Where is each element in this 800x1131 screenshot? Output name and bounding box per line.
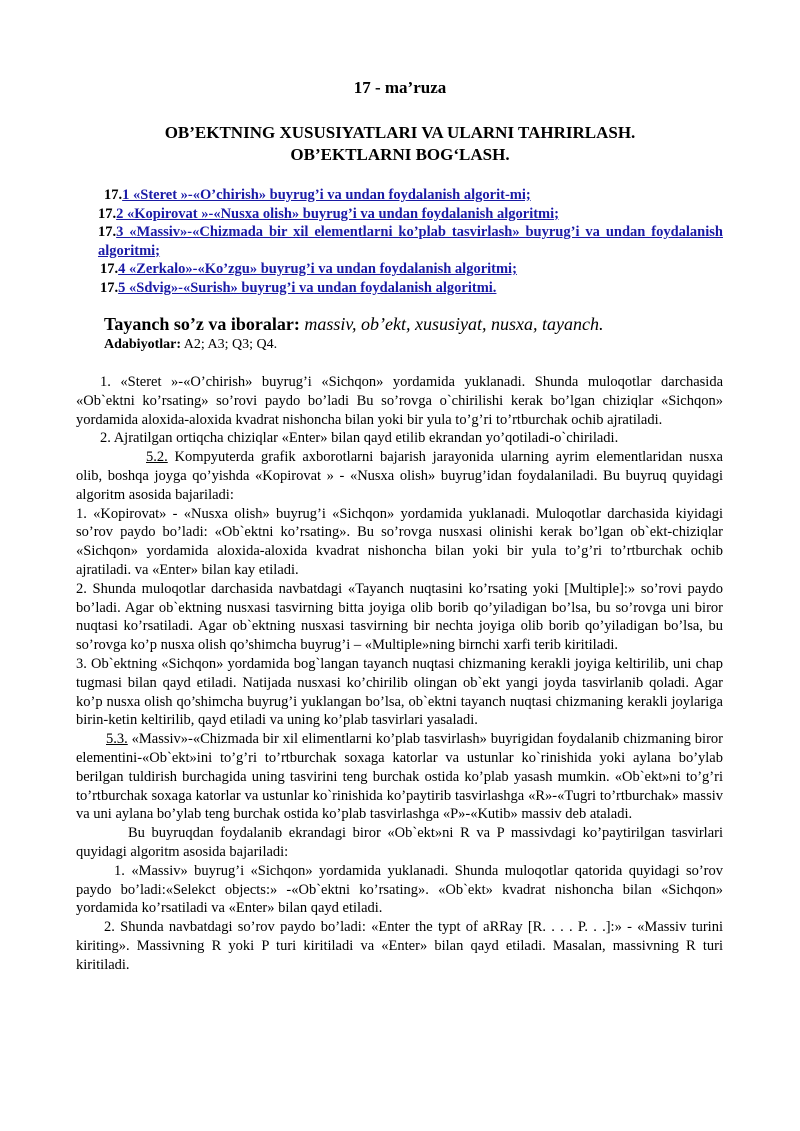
- paragraph: Bu buyruqdan foydalanib ekrandagi biror «Ob`ekt»ni R va P massivdagi ko’paytirilgan tasvirlari quyidagi algoritm asosida bajariladi:: [76, 825, 723, 860]
- toc-item-number: 17.: [104, 187, 123, 203]
- toc-item-number: 17.: [100, 261, 119, 277]
- toc-link[interactable]: 2 «Kopirovat »-«Nusxa olish» buyrug’i va undan foydalanish algoritmi;: [116, 205, 559, 222]
- section-number: 5.3.: [106, 731, 128, 748]
- lecture-title: 17 - ma’ruza: [353, 78, 447, 97]
- toc-item-number: 17.: [98, 224, 117, 240]
- toc-link[interactable]: 1 «Steret »-«O’chirish» buyrug’i va undan foydalanish algorit-mi;: [122, 187, 531, 203]
- table-of-contents: [76, 186, 723, 297]
- paragraph: 1. «Kopirovat» - «Nusxa olish» buyrug’i «Sichqon» yordamida yuklanadi. Muloqotlar darchasida kiyidagi so’rov paydo bo’ladi: «Ob`ektni ko’rsating». Bu so’rovga nusxasi olinishi kerak bo’lgan ob`ekt-chiziqlar «Sichqon» yordamida aloxida-aloxida kvadrat nishoncha bilan yoki bir yula to’g’ri to’rtburchak ochib ajratiladi. va «Enter» bilan kay etiladi.: [76, 505, 723, 578]
- keywords: [104, 314, 744, 335]
- lecture-heading: [60, 122, 740, 166]
- keywords-text: massiv, ob’ekt, xususiyat, nusxa, tayanch.: [299, 314, 604, 334]
- toc-item: [76, 205, 723, 224]
- toc-link[interactable]: 3 «Massiv»-«Chizmada bir xil elementlarni ko’plab tasvirlash» buyrug’i va undan foydalanish algoritmi;: [98, 224, 723, 259]
- paragraph: 3. Ob`ektning «Sichqon» yordamida bog`langan tayanch nuqtasi chizmaning kerakli joyiga keltirilib, uni chap tugmasi bilan qayd etiladi. Natijada nusxasi ko’chirilib olingan ob`ekt yangi joyda tasvirlanib qoladi. Agar ko’p nusxa olish qo’shimcha buyrug’i yuklangan bo’lsa, ob`ektni tayanch nuqtasi chizmaning kerakli joylariga birin-ketin keltirilib, qayd etiladi va uning ko’plab tasvirlari yasaladi.: [76, 655, 723, 729]
- paragraph-text: «Massiv»-«Chizmada bir xil elimentlarni ko’plab tasvirlash» buyrigidan foydalanib chizmaning biror elementini-«Ob`ekt»ini to’g’ri to’rtburchak soxaga katorlar va ustunlar ko`rinishida yoki aylana bo’ylab berilgan tuldirish burchagida uning tasvirini teng burchak ostida ko’plab yasash mumkin. «Ob`ekt»ni to’g’ri to’rtburchak soxaga katorlar va ustunlar ko`rinishida ko’paytirib tasvirlashga «R»-«Tugri to’rtburchak» massiv va uni aylana bo’ylab teng burchak ostida ko’plab tasvirlashga «P»-«Kutib» massiv deb ataladi.: [76, 731, 723, 823]
- references-label: Adabiyotlar:: [104, 337, 181, 352]
- paragraph: 2. Shunda muloqotlar darchasida navbatdagi «Tayanch nuqtasini ko’rsating yoki [Multiple]:» so’rovi paydo bo’ladi. Agar ob`ektning nusxasi tasvirning bitta joyiga olib borib qo’yiladigan bo’lsa, bu so’rovga uni biror nuqtasi ko’rsatiladi. Agar ob`ektning nusxasi tasvirning bir nechta joyiga olib borib qo’yiladigan bo’lsa, bu so’rovga ko’p nusxa olish qo’shimcha buyrug’i – «Multiple»ning birnchi xarfi terib kiritiladi.: [76, 580, 723, 654]
- keywords-label: Tayanch so’z va iboralar:: [104, 314, 300, 334]
- document-body: [76, 373, 723, 975]
- toc-item: [76, 223, 723, 260]
- paragraph: 2. Shunda navbatdagi so’rov paydo bo’ladi: «Enter the typt of aRRay [R. . . . P. . .]:» - «Massiv turini kiriting». Massivning R yoki P turi kiritiladi va «Enter» bilan qayd etiladi. Masalan, massivning R turi kiritiladi.: [76, 919, 723, 973]
- paragraph-text: Kompyuterda grafik axborotlarni bajarish jarayonida ularning ayrim elementlaridan nusxa olib, boshqa joyga qo’yishda «Kopirovat » - «Nusxa olish» buyrug’idan foydalaniladi. Bu buyruq quyidagi algoritm asosida bajariladi:: [76, 449, 723, 503]
- paragraph: 1. «Steret »-«O’chirish» buyrug’i «Sichqon» yordamida yuklanadi. Shunda muloqotlar darchasida «Ob`ektni ko’rsating» so’rovi paydo bo’ladi Bu so’rovga o`chirilishi kerak bo’lgan chiziqlar «Sichqon» yordamida aloxida-aloxida kvadrat nishoncha bilan yoki bir yula to’g’ri to’rtburchak ochib ajratiladi.: [76, 374, 723, 428]
- toc-link[interactable]: 5 «Sdvig»-«Surish» buyrug’i va undan foydalanish algoritmi.: [118, 279, 497, 296]
- toc-item-number: 17.: [98, 205, 117, 222]
- references-text: A2; A3; Q3; Q4.: [181, 337, 278, 352]
- toc-item: [76, 279, 723, 298]
- paragraph: 1. «Massiv» buyrug’i «Sichqon» yordamida yuklanadi. Shunda muloqotlar qatorida quyidagi so’rov paydo bo’ladi:«Selekct objects:» -«Ob`ektni ko’rsating». «Ob`ekt» kvadrat nishoncha bilan «Sichqon» yordamida ko’rsatiladi va «Enter» bilan qayd etiladi.: [76, 862, 723, 917]
- section-number: 5.2.: [146, 449, 168, 466]
- toc-item: [76, 260, 723, 279]
- references: [104, 337, 744, 353]
- toc-item-number: 17.: [100, 279, 119, 296]
- paragraph: 2. Ajratilgan ortiqcha chiziqlar «Enter» bilan qayd etilib ekrandan yo’qotiladi-o`chiriladi.: [100, 430, 619, 447]
- paragraph: [76, 730, 723, 824]
- toc-link[interactable]: 4 «Zerkalo»-«Ko’zgu» buyrug’i va undan foydalanish algoritmi;: [118, 261, 517, 277]
- toc-item: [76, 186, 723, 205]
- heading-line-1: OB’EKTNING XUSUSIYATLARI VA ULARNI TAHRIRLASH.: [164, 123, 636, 142]
- heading-line-2: OB’EKTLARNI BOG‘LASH.: [290, 145, 510, 164]
- paragraph: [76, 448, 723, 504]
